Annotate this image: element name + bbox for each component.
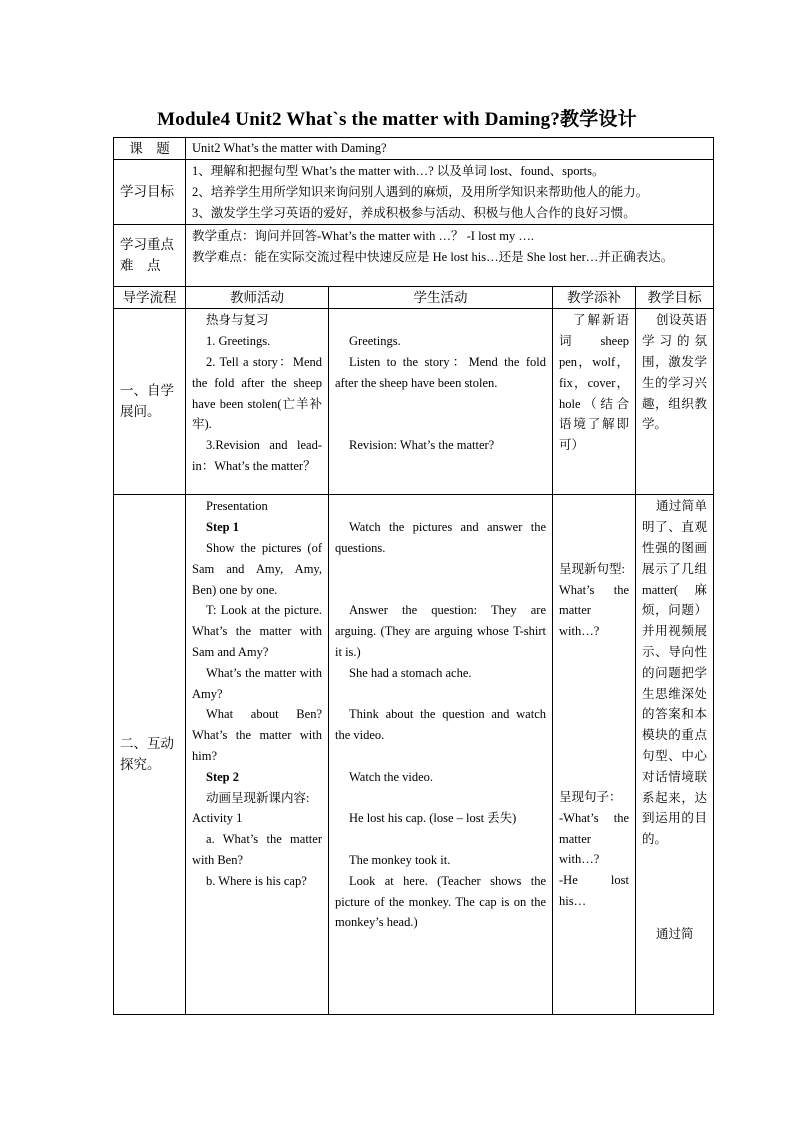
teaching-difficulty: 教学难点：能在实际交流过程中快速反应是 He lost his…还是 She lost her…并正确表达。 [192, 250, 674, 265]
supplement-line: 呈现新句型: [559, 561, 625, 576]
student-line: Answer the question: They are arguing. (They are arguing whose T-shirt it is.) [335, 603, 546, 659]
objective-item: 2、培养学生用所学知识来询问别人遇到的麻烦，及用所学知识来帮助他人的能力。 [192, 184, 649, 199]
stage1-student [329, 309, 553, 495]
supplement-line: What’s the matter with…? [559, 582, 629, 639]
student-line: He lost his cap. (lose – lost 丢失) [349, 811, 517, 826]
student-line: Watch the pictures and answer the questions. [335, 520, 546, 555]
header-row [114, 287, 714, 309]
teacher-line: 3.Revision and lead-in：What’s the matter？ [192, 438, 322, 473]
student-line: Watch the video. [349, 769, 434, 784]
stage2-goal [636, 495, 714, 1015]
teacher-heading: Presentation [206, 499, 268, 514]
step-heading: Step 1 [206, 520, 239, 535]
student-line: Look at here. (Teacher shows the picture of the monkey. The cap is on the monkey’s head.) [335, 873, 546, 930]
stage1-name [114, 309, 186, 495]
teacher-line: a. What’s the matter with Ben? [192, 832, 322, 867]
topic-label: 课 题 [114, 138, 186, 160]
teacher-line: 2. Tell a story：Mend the fold after the sheep have been stolen(亡羊补牢). [192, 354, 322, 432]
key-points-label-1: 学习重点 [120, 237, 174, 253]
header-teacher: 教师活动 [186, 287, 329, 309]
objectives-label-text: 学习目标 [120, 183, 174, 199]
teacher-line: Show the pictures (of Sam and Amy, Amy, Ben) one by one. [192, 540, 322, 597]
student-line: Greetings. [349, 334, 401, 349]
header-supplement: 教学添补 [553, 287, 636, 309]
header-flow: 导学流程 [114, 287, 186, 309]
supplement-text: 了解新语词 sheep pen，wolf，fix，cover，hole（结合语境了解即可） [559, 313, 629, 453]
lesson-plan-table [113, 137, 714, 1015]
goal-text: 通过简单明了、直观性强的图画展示了几组matter(麻烦，问题）并用视频展示、导向性的问题把学生思维深处的答案和本模块的重点句型、中心对话情境联系起来，达到运用的目的。 [642, 499, 708, 847]
topic-value: Unit2 What’s the matter with Daming? [186, 138, 714, 160]
goal-text-continued: 通过简 [656, 926, 694, 941]
objectives-label [114, 160, 186, 225]
stage2-name-text: 二、互动探究。 [120, 736, 174, 772]
stage1-name-text: 一、自学展问。 [120, 383, 174, 419]
student-line: The monkey took it. [349, 852, 451, 867]
student-line: Listen to the story：Mend the fold after the sheep have been stolen. [335, 354, 546, 390]
teacher-line: Activity 1 [192, 811, 243, 826]
stage2-name [114, 495, 186, 1015]
key-points-label-2: 难 点 [120, 257, 161, 273]
stage1-supplement [553, 309, 636, 495]
stage2-row [114, 495, 714, 1015]
teacher-line: What’s the matter with Amy? [192, 665, 322, 701]
stage1-row [114, 309, 714, 495]
supplement-line: -He lost his… [559, 873, 629, 908]
objectives-cell [186, 160, 714, 225]
teacher-line: b. Where is his cap? [206, 873, 307, 888]
header-goal: 教学目标 [636, 287, 714, 309]
teacher-line: What about Ben? What’s the matter with him? [192, 707, 322, 763]
stage2-teacher [186, 495, 329, 1015]
supplement-line: -What’s the matter with…? [559, 810, 629, 867]
student-line: Think about the question and watch the video. [335, 707, 546, 743]
supplement-line: 呈现句子： [559, 789, 622, 804]
topic-row [114, 138, 714, 160]
stage2-supplement [553, 495, 636, 1015]
objective-item: 1、理解和把握句型 What’s the matter with…? 以及单词 lost、found、sports。 [192, 164, 605, 178]
objective-item: 3、激发学生学习英语的爱好，养成积极参与活动、积极与他人合作的良好习惯。 [192, 205, 636, 220]
step-heading: Step 2 [206, 769, 239, 784]
stage2-student [329, 495, 553, 1015]
teacher-line: 动画呈现新课内容: [206, 790, 310, 805]
stage1-teacher [186, 309, 329, 495]
key-points-row [114, 225, 714, 287]
teaching-focus: 教学重点：询问并回答-What’s the matter with …？ -I lost my …. [192, 229, 534, 244]
teacher-line: 1. Greetings. [206, 334, 271, 349]
goal-text: 创设英语学习的氛围，激发学生的学习兴趣，组织教学。 [642, 313, 708, 432]
key-points-label [114, 225, 186, 287]
student-line: Revision: What’s the matter? [349, 438, 495, 453]
key-points-cell [186, 225, 714, 287]
student-line: She had a stomach ache. [349, 665, 472, 680]
page-title: Module4 Unit2 What`s the matter with Daming?教学设计 [157, 109, 637, 130]
teacher-line: T: Look at the picture. What’s the matter with Sam and Amy? [192, 603, 322, 659]
teacher-heading: 热身与复习 [206, 313, 269, 328]
stage1-goal [636, 309, 714, 495]
header-student: 学生活动 [329, 287, 553, 309]
objectives-row [114, 160, 714, 225]
